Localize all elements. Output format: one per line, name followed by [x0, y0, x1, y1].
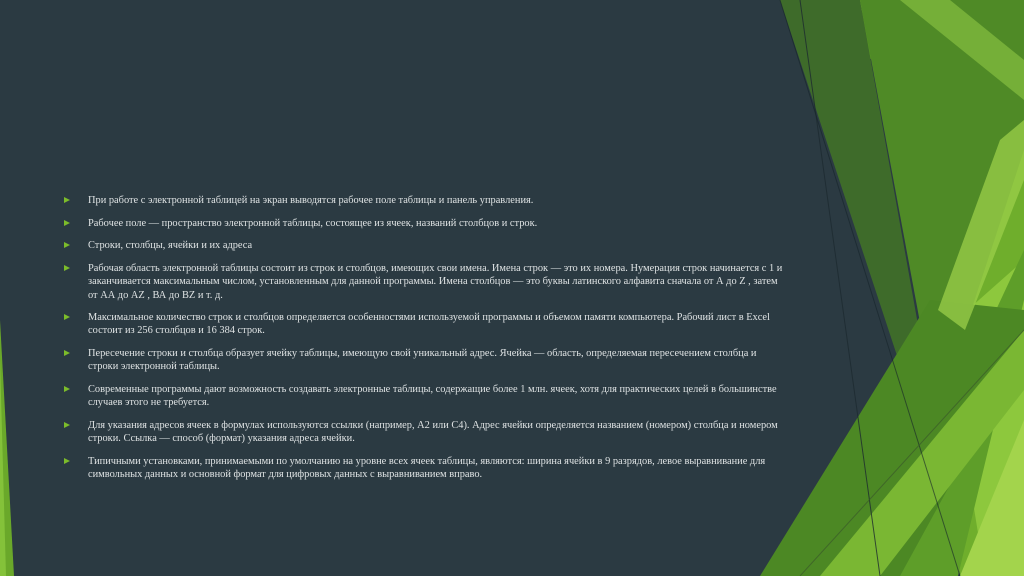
bullet-text: Рабочая область электронной таблицы состоит из строк и столбцов, имеющих свои имена. Имена строк — это их номера. Нумерация строк начинается с 1 и заканчивается максимальным числом, установленным для данной программы. Имена столбцов — это буквы латинского алфавита сначала от А до Z , затем от АА до AZ , ВА до BZ и т. д.: [88, 263, 783, 301]
bullet-text: При работе с электронной таблицей на экран выводятся рабочее поле таблицы и панель управления.: [88, 195, 534, 206]
bullet-text: Рабочее поле — пространство электронной таблицы, состоящее из ячеек, названий столбцов и строк.: [88, 217, 538, 229]
bullet-item: [64, 419, 784, 445]
bullet-item: [64, 194, 784, 207]
bullet-item: [64, 217, 784, 230]
bullet-text: Типичными установками, принимаемыми по умолчанию на уровне всех ячеек таблицы, являются: ширина ячейки в 9 разрядов, левое выравнивание для символьных данных и основной формат для цифровых данных с выравниванием вправо.: [88, 455, 766, 481]
bullet-text: Для указания адресов ячеек в формулах используются ссылки (например, А2 или С4). Адрес ячейки определяется названием (номером) столбца и номером строки. Ссылка — способ (формат) указания адреса ячейки.: [88, 419, 778, 445]
triangle-bullet-icon: [64, 314, 70, 320]
bullet-item: [64, 347, 784, 373]
triangle-bullet-icon: [64, 422, 70, 428]
bullet-list: [64, 194, 784, 491]
bullet-text: Пересечение строки и столбца образует ячейку таблицы, имеющую свой уникальный адрес. Ячейка — область, определяемая пересечением столбца и строки электронной таблицы.: [88, 348, 757, 373]
triangle-bullet-icon: [64, 242, 70, 248]
bullet-text: Современные программы дают возможность создавать электронные таблицы, содержащие более 1 млн. ячеек, хотя для практических целей в большинстве случаев этого не требуется.: [88, 384, 777, 409]
bullet-item: [64, 455, 784, 481]
bullet-item: [64, 239, 784, 252]
triangle-bullet-icon: [64, 386, 70, 392]
triangle-bullet-icon: [64, 220, 70, 226]
bullet-item: [64, 262, 784, 302]
bullet-item: [64, 311, 784, 337]
triangle-bullet-icon: [64, 197, 70, 203]
triangle-bullet-icon: [64, 350, 70, 356]
triangle-bullet-icon: [64, 458, 70, 464]
bullet-text: Максимальное количество строк и столбцов определяется особенностями используемой программы и объемом памяти компьютера. Рабочий лист в Excel состоит из 256 столбцов и 16 384 строк.: [88, 312, 770, 337]
bullet-text: Строки, столбцы, ячейки и их адреса: [88, 240, 253, 252]
triangle-bullet-icon: [64, 265, 70, 271]
bullet-item: [64, 383, 784, 409]
